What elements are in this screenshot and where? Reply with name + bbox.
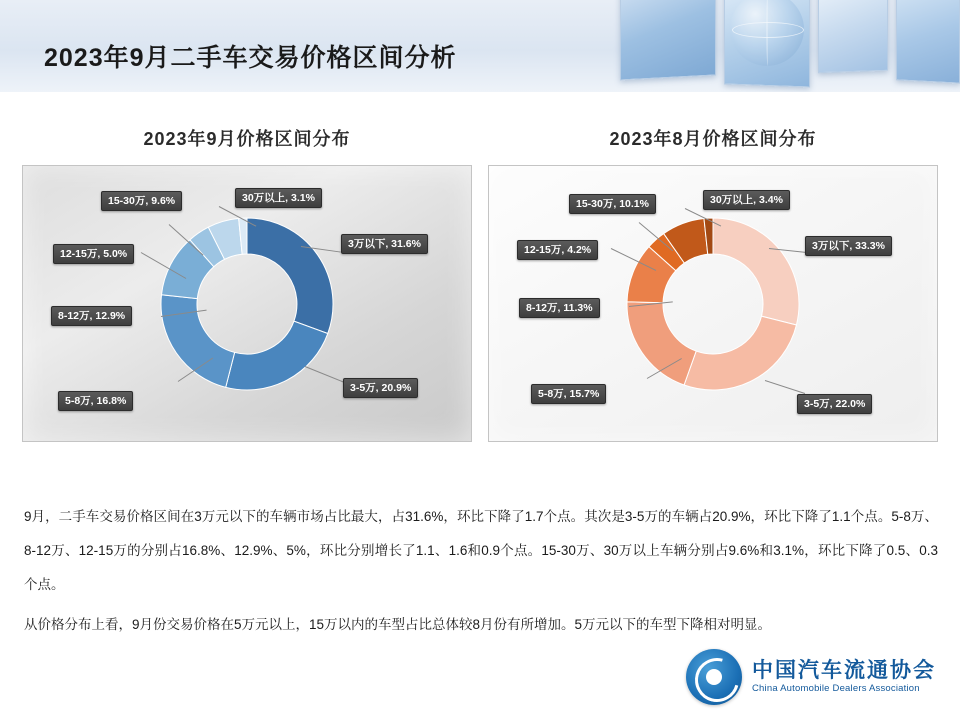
data-label-15-30: 15-30万, 10.1% (569, 194, 656, 214)
slice-5-8 (161, 294, 235, 387)
chart-block-september (22, 125, 472, 480)
data-label-8-12: 8-12万, 12.9% (51, 306, 132, 326)
analysis-paragraph-2: 从价格分布上看，9月份交易价格在5万元以上，15万以内的车型占比总体较8月份有所增加。5万元以下的车型下降相对明显。 (24, 617, 772, 632)
data-label-under-3: 3万以下, 33.3% (805, 236, 892, 256)
footer-logo (686, 648, 936, 706)
slice-5-8 (627, 301, 696, 384)
data-label-15-30: 15-30万, 9.6% (101, 191, 182, 211)
cube-4 (896, 0, 960, 84)
decorative-cubes (620, 0, 960, 92)
data-label-3-5: 3-5万, 20.9% (343, 378, 418, 398)
logo-text-en: China Automobile Dealers Association (752, 683, 920, 694)
data-label-12-15: 12-15万, 4.2% (517, 240, 598, 260)
data-label-3-5: 3-5万, 22.0% (797, 394, 872, 414)
logo-text-cn: 中国汽车流通协会 (752, 659, 936, 682)
chart-block-august (488, 125, 938, 480)
cada-logo-icon (686, 649, 742, 705)
chart-canvas-august (488, 165, 938, 442)
analysis-text (24, 500, 938, 648)
data-label-over-30: 30万以上, 3.1% (235, 188, 322, 208)
data-label-5-8: 5-8万, 15.7% (531, 384, 606, 404)
analysis-paragraph-1: 9月，二手车交易价格区间在3万元以下的车辆市场占比最大，占31.6%，环比下降了1.7个点。其次是3-5万的车辆占20.9%，环比下降了1.1个点。5-8万、8-12万、12-15万的分别占16.8%、12.9%、5%，环比分别增长了1.1、1.6和0.9个点。15-30万、30万以上车辆分别占9.6%和3.1%，环比下降了0.5、0.3个点。 (24, 509, 938, 592)
slice-3-5 (226, 321, 328, 390)
slice-under-3 (247, 218, 333, 334)
donut-svg-august (608, 199, 818, 409)
data-label-12-15: 12-15万, 5.0% (53, 244, 134, 264)
slice-3-5 (684, 316, 796, 390)
cube-1 (620, 0, 716, 81)
data-label-over-30: 30万以上, 3.4% (703, 190, 790, 210)
page-title: 2023年9月二手车交易价格区间分析 (44, 44, 457, 72)
donut-august (608, 199, 818, 409)
cube-3 (818, 0, 888, 73)
chart-title-august: 2023年8月价格区间分布 (609, 129, 817, 149)
data-label-5-8: 5-8万, 16.8% (58, 391, 133, 411)
data-label-8-12: 8-12万, 11.3% (519, 298, 600, 318)
charts-row (0, 125, 960, 480)
chart-canvas-september (22, 165, 472, 442)
chart-title-september: 2023年9月价格区间分布 (143, 129, 351, 149)
data-label-under-3: 3万以下, 31.6% (341, 234, 428, 254)
slice-under-3 (713, 218, 799, 325)
